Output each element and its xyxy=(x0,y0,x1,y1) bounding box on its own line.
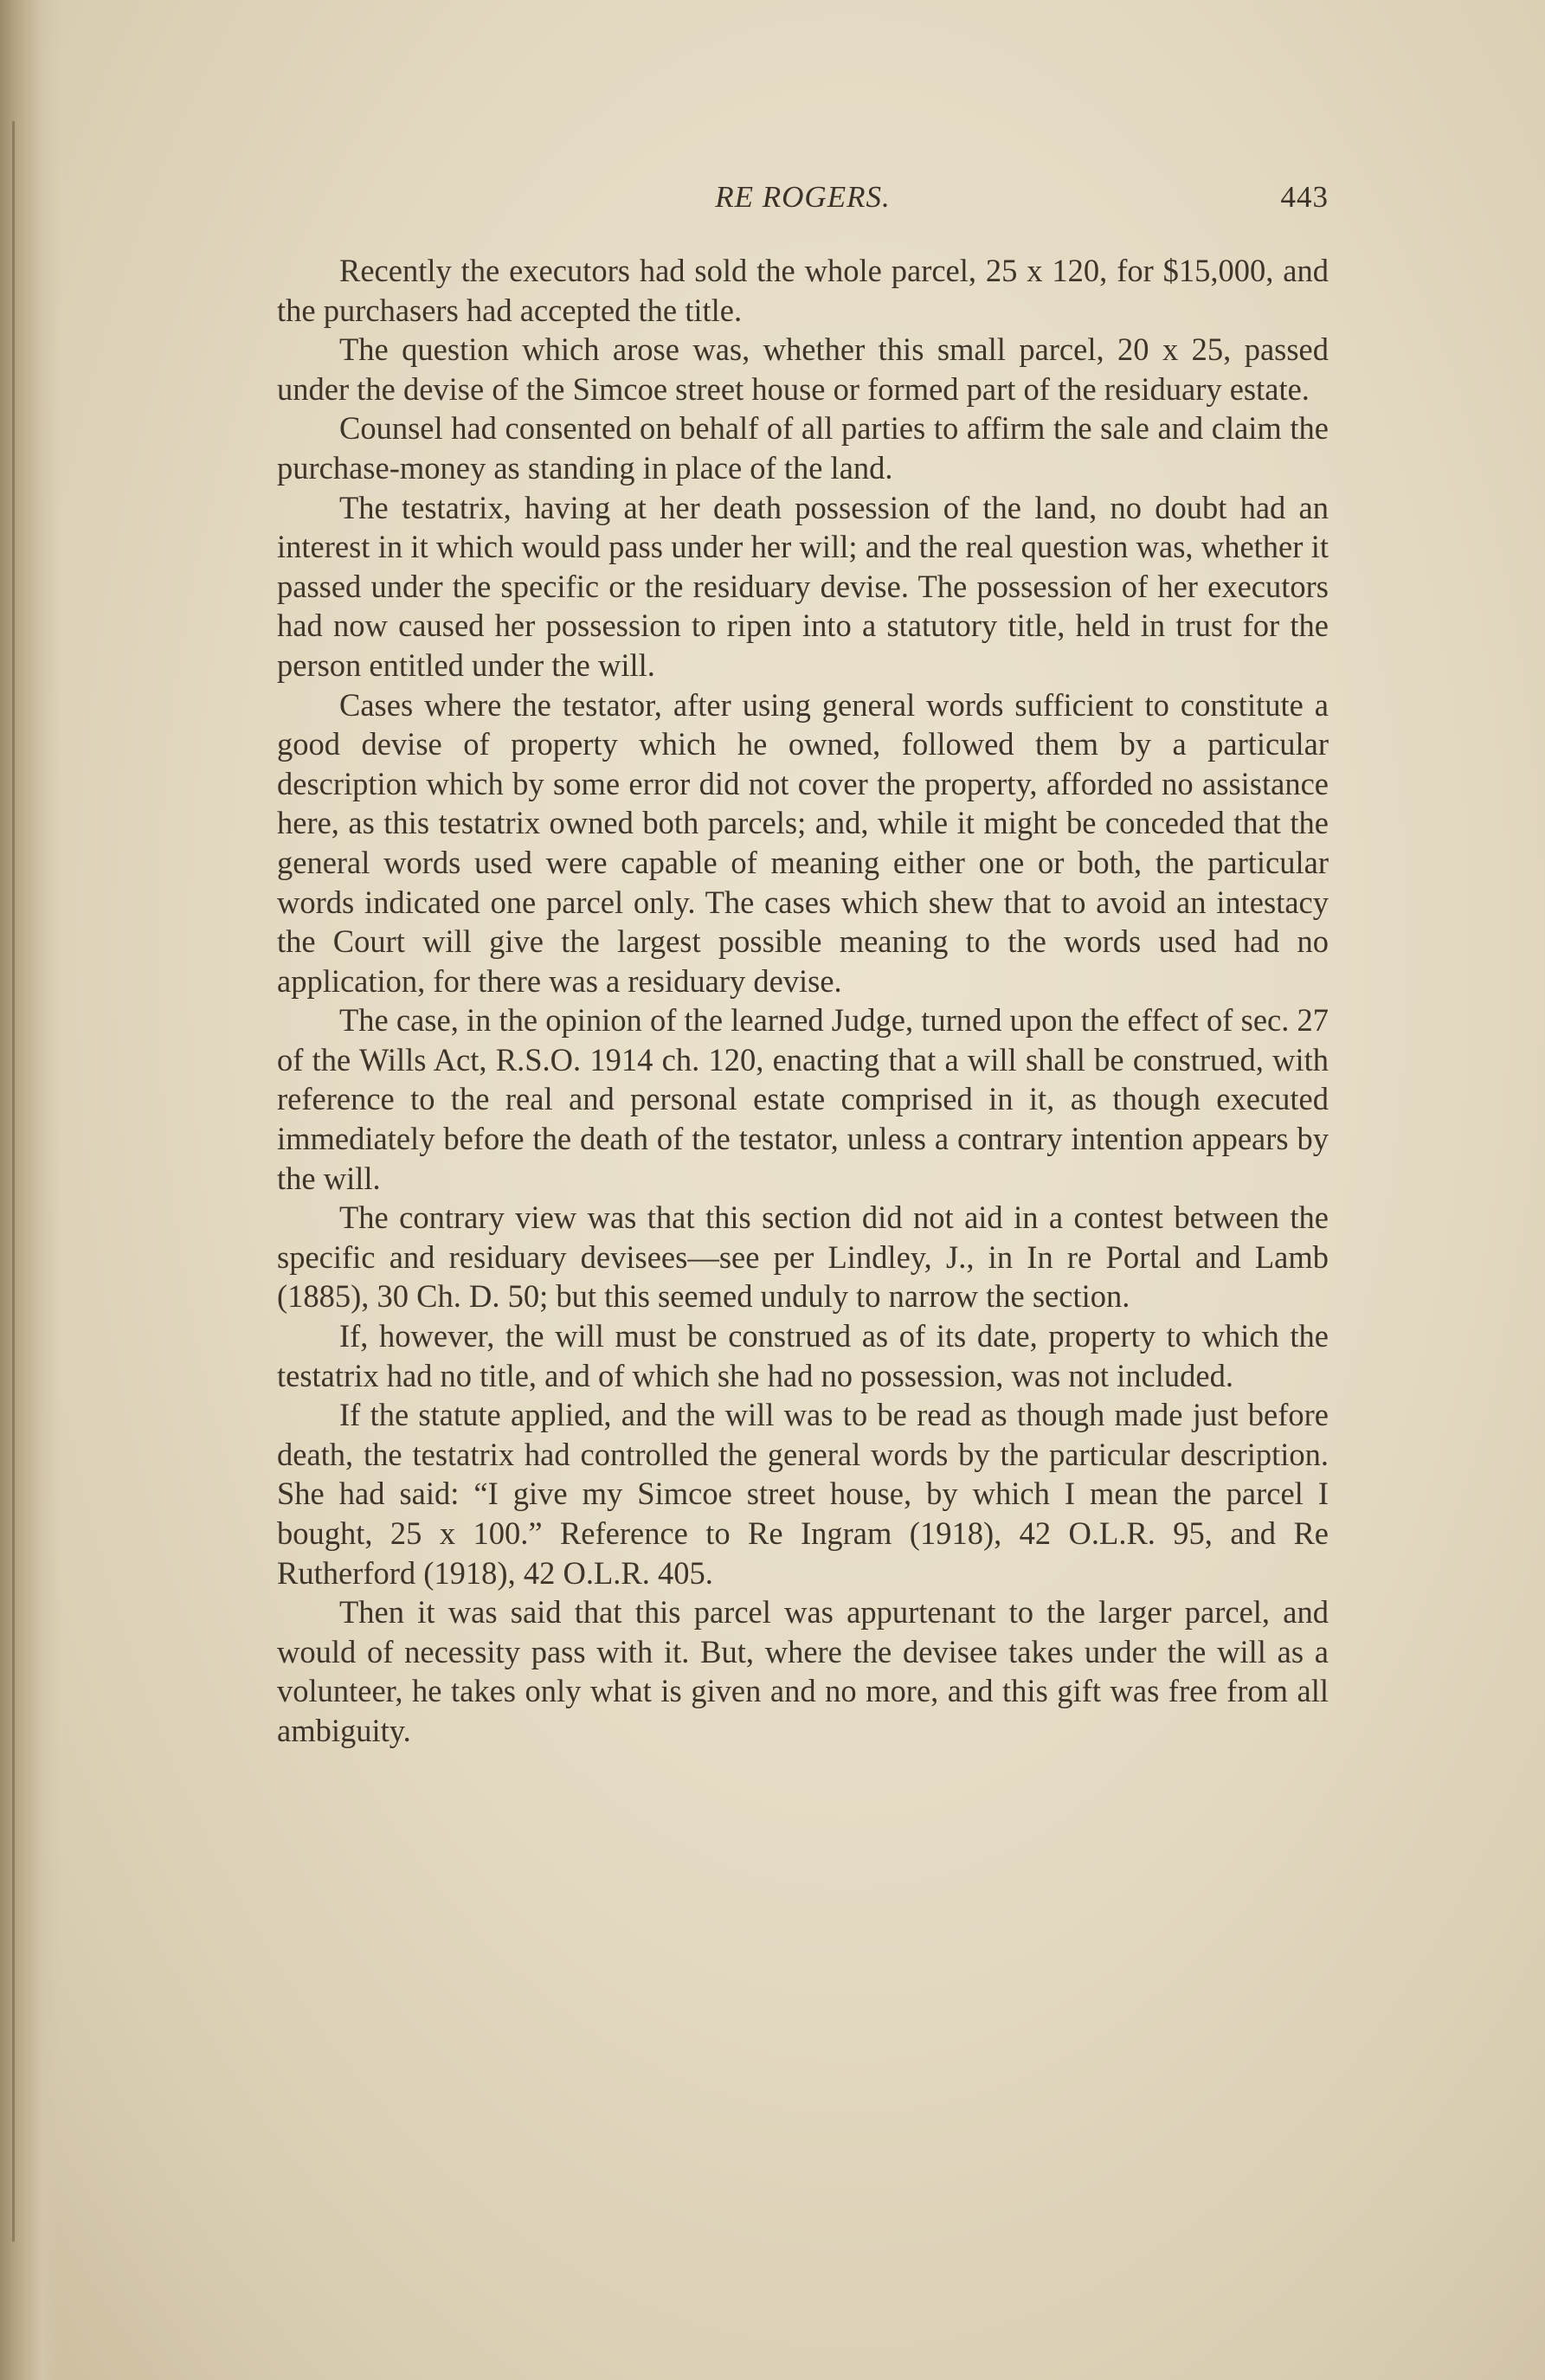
paragraph: The case, in the opinion of the learned Judge, turned upon the effect of sec. 27 of the Wills Act, R.S.O. 1914 ch. 120, enacting that a will shall be construed, with reference to the real and personal estate comprised in it, as though executed immediately before the death of the testator, unless a contrary intention appears by the will. xyxy=(277,1002,1329,1196)
binding-edge xyxy=(12,121,15,2242)
paragraph: If, however, the will must be construed as of its date, property to which the testatrix had no title, and of which she had no possession, was not included. xyxy=(277,1318,1329,1393)
paragraph: Counsel had consented on behalf of all parties to affirm the sale and claim the purchase-money as standing in place of the land. xyxy=(277,410,1329,486)
page-gutter xyxy=(0,0,61,2380)
paragraph: The testatrix, having at her death possession of the land, no doubt had an interest in it which would pass under her will; and the real question was, whether it passed under the specific or the residuary devise. The possession of her executors had now caused her possession to ripen into a statutory title, held in trust for the person entitled under the will. xyxy=(277,489,1329,683)
paragraph: Recently the executors had sold the whole parcel, 25 x 120, for $15,000, and the purchasers had accepted the title. xyxy=(277,253,1329,328)
paragraph: Then it was said that this parcel was appurtenant to the larger parcel, and would of necessity pass with it. But, where the devisee takes under the will as a volunteer, he takes only what is given and no more, and this gift was free from all ambiguity. xyxy=(277,1594,1329,1748)
page-number: 443 xyxy=(1280,180,1329,214)
paragraph: The contrary view was that this section did not aid in a contest between the specific and residuary devisees—see per Lindley, J., in In re Portal and Lamb (1885), 30 Ch. D. 50; but this seemed unduly to narrow the section. xyxy=(277,1200,1329,1315)
paragraph: Cases where the testator, after using general words sufficient to constitute a good devise of property which he owned, followed them by a particular description which by some error did not cover the property, afforded no assistance here, as this testatrix owned both parcels; and, while it might be conceded that the general words used were capable of meaning either one or both, the particular words indicated one parcel only. The cases which shew that to avoid an intestacy the Court will give the largest possible meaning to the words used had no application, for there was a residuary devise. xyxy=(277,686,1329,999)
body-text xyxy=(277,251,1329,1751)
page-header xyxy=(277,173,1329,216)
running-head: RE ROGERS. xyxy=(715,180,891,214)
paragraph: The question which arose was, whether this small parcel, 20 x 25, passed under the devise of the Simcoe street house or formed part of the residuary estate. xyxy=(277,331,1329,407)
paragraph: If the statute applied, and the will was to be read as though made just before death, the testatrix had controlled the general words by the particular description. She had said: “I give my Simcoe street house, by which I mean the parcel I bought, 25 x 100.” Reference to Re Ingram (1918), 42 O.L.R. 95, and Re Rutherford (1918), 42 O.L.R. 405. xyxy=(277,1397,1329,1591)
